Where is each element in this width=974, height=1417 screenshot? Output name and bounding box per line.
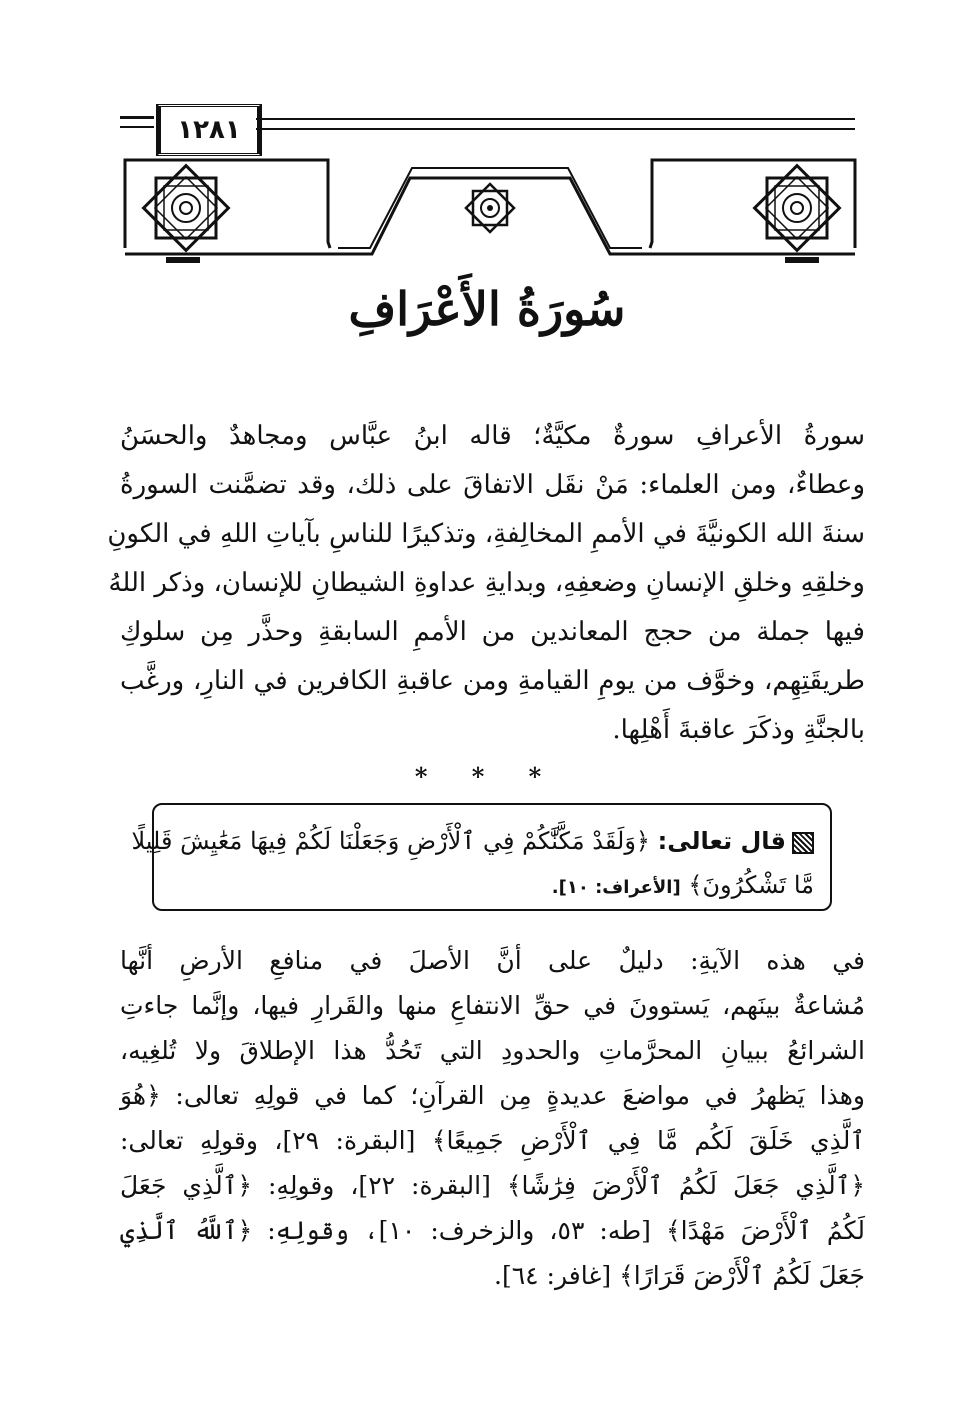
commentary-line: مُشاعةٌ بينَهم، يَستوونَ في حقِّ الانتفاعِ منها والقَرارِ فيها، وإنَّما جاءتِ xyxy=(120,991,865,1020)
commentary-line: جَعَلَ لَكُمُ ٱلْأَرْضَ قَرَارًا﴾ [غافر: ٦٤]. xyxy=(494,1261,865,1290)
intro-line: سنةَ الله الكونيَّةَ في الأممِ المخالِفةِ، وتذكيرًا للناسِ بآياتِ اللهِ في الكونِ xyxy=(107,519,865,549)
header-rule-right-top xyxy=(256,118,855,120)
ornament-frame xyxy=(120,150,860,275)
commentary-line: الشرائعُ ببيانِ المحرَّماتِ والحدودِ التي تَحُدُّ هذا الإطلاقَ ولا تُلغِيه، xyxy=(120,1036,865,1065)
surah-title: سُورَةُ الأَعْرَافِ xyxy=(348,282,626,336)
page-header xyxy=(120,104,855,156)
header-rule-right-bottom xyxy=(256,128,855,130)
header-rule-left-top xyxy=(120,116,154,119)
verse-marker-icon xyxy=(792,832,814,854)
verse-line-2 xyxy=(170,863,814,910)
commentary-line: ٱلَّذِي خَلَقَ لَكُم مَّا فِي ٱلْأَرْضِ جَمِيعًا﴾ [البقرة: ٢٩]، وقولِهِ تعالى: xyxy=(120,1126,865,1155)
commentary-line: ﴿ٱلَّذِي جَعَلَ لَكُمُ ٱلْأَرْضَ فِرَٰشًا﴾ [البقرة: ٢٢]، وقولِهِ: ﴿ٱلَّذِي جَعَلَ xyxy=(120,1171,865,1200)
intro-line: طريقَتِهِم، وخوَّف من يومِ القيامةِ ومن عاقبةِ الكافرين في النارِ، ورغَّب xyxy=(120,666,865,696)
verse-label: قال تعالى: xyxy=(657,827,786,855)
intro-paragraph xyxy=(107,412,865,755)
commentary-line: لَكُمُ ٱلْأَرْضَ مَهْدًا﴾ [طه: ٥٣، والزخرف: ١٠]، وقولِهِ: ﴿ٱللَّهُ ٱلَّذِي xyxy=(120,1216,865,1245)
intro-line: سورةُ الأعرافِ سورةٌ مكيَّةٌ؛ قاله ابنُ عبَّاس ومجاهدٌ والحسَنُ xyxy=(120,421,865,451)
intro-line: بالجنَّةِ وذكَرَ عاقبةَ أَهْلِها. xyxy=(612,715,865,745)
verse-text-2: مَّا تَشْكُرُونَ﴾ xyxy=(688,871,814,899)
verse-box xyxy=(131,803,832,911)
intro-line: وخلقِهِ وخلقِ الإنسانِ وضعفِهِ، وبدايةِ عداوةِ الشيطانِ للإنسان، وذكر اللهُ xyxy=(108,568,865,598)
star-ornament-left-icon xyxy=(144,166,229,251)
commentary-line: في هذه الآيةِ: دليلٌ على أنَّ الأصلَ في منافعِ الأرضِ أنَّها xyxy=(120,946,865,975)
header-rule-left-bottom xyxy=(120,126,154,128)
verse-line-1 xyxy=(131,819,814,863)
intro-line: وعطاءٌ، ومن العلماء: مَنْ نقَل الاتفاقَ على ذلك، وقد تضمَّنت السورةُ xyxy=(120,470,865,500)
intro-line: فيها جملة من حجج المعاندين من الأممِ السابقةِ وحذَّر مِن سلوكِ xyxy=(120,617,865,647)
verse-reference: [الأعراف: ١٠]. xyxy=(551,877,681,898)
page-number: ١٢٨١ xyxy=(156,104,262,156)
commentary-line: وهذا يَظهرُ في مواضعَ عديدةٍ مِن القرآنِ؛ كما في قولِهِ تعالى: ﴿هُوَ xyxy=(120,1081,865,1110)
verse-text-1: ﴿وَلَقَدْ مَكَّنَّٰكُمْ فِي ٱلْأَرْضِ وَجَعَلْنَا لَكُمْ فِيهَا مَعَٰيِشَ قَلِيلًا xyxy=(131,827,650,855)
section-separator: * * * xyxy=(414,762,560,791)
star-ornament-center-icon xyxy=(466,184,514,232)
commentary-paragraph xyxy=(120,938,865,1298)
star-ornament-right-icon xyxy=(755,166,840,251)
